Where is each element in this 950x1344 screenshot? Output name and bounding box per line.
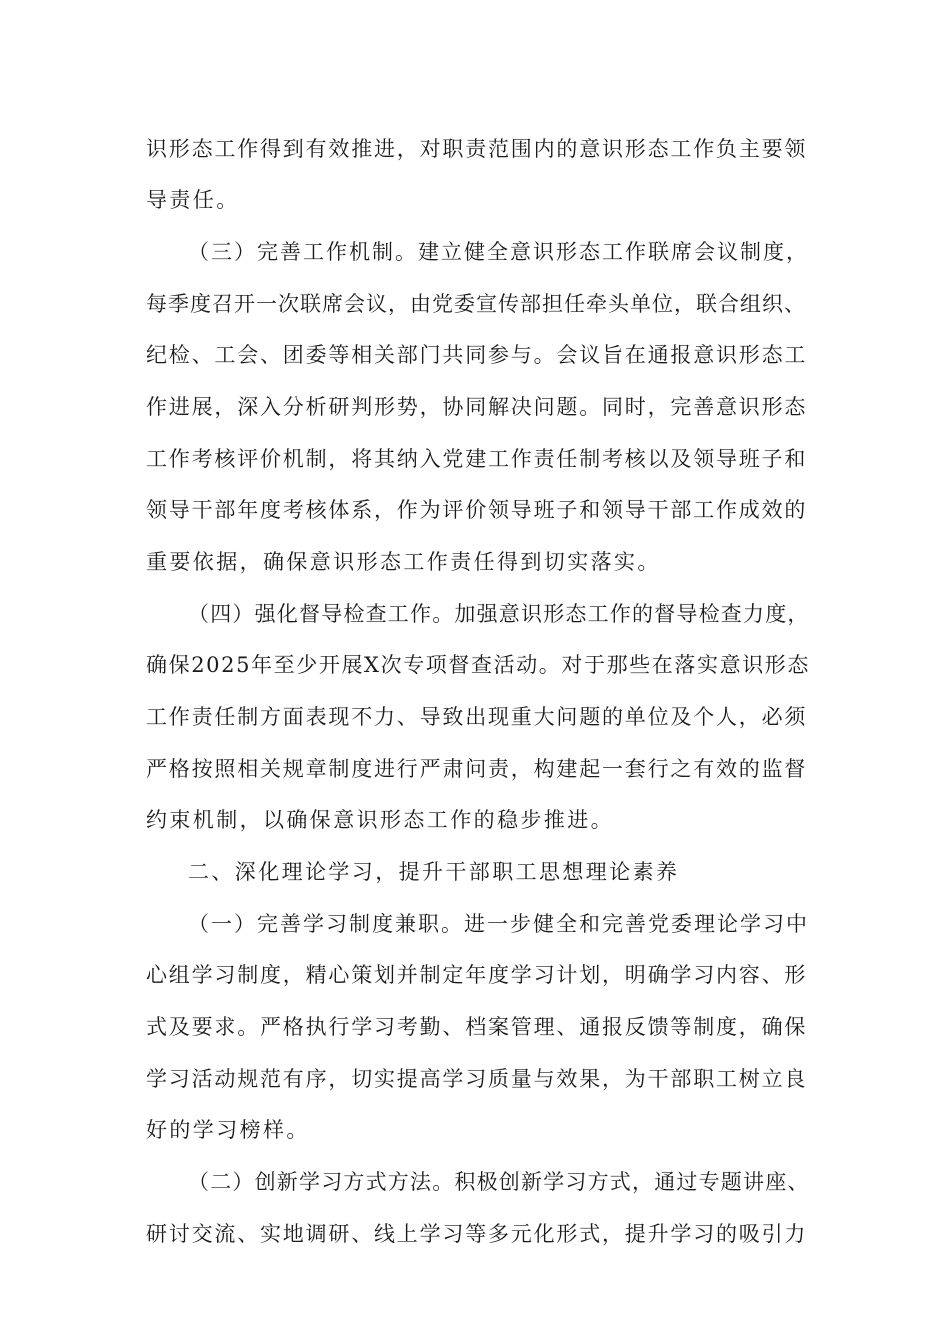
text-line: 重要依据，确保意识形态工作责任得到切实落实。 [146, 550, 661, 574]
paragraph-heading-2: （二）创新学习方式方法。积极创新学习方式，通过专题讲座、 [188, 1170, 810, 1194]
text-line: 心组学习制度，精心策划并制定年度学习计划，明确学习内容、形 [146, 963, 808, 987]
text-line: 严格按照相关规章制度进行严肃问责，构建起一套行之有效的监督 [146, 757, 808, 781]
text-line: 学习活动规范有序，切实提高学习质量与效果，为干部职工树立良 [146, 1067, 808, 1091]
text-line: 工作责任制方面表现不力、导致出现重大问题的单位及个人，必须 [146, 705, 808, 729]
text-line: 式及要求。严格执行学习考勤、档案管理、通报反馈等制度，确保 [146, 1015, 808, 1039]
text-line: 好的学习榜样。 [146, 1118, 310, 1142]
paragraph-heading-4: （四）强化督导检查工作。加强意识形态工作的督导检查力度， [188, 602, 810, 626]
text-line: 工作考核评价机制，将其纳入党建工作责任制考核以及领导班子和 [146, 447, 808, 471]
text-line: 确保2025年至少开展X次专项督查活动。对于那些在落实意识形态 [146, 653, 810, 677]
text-line: 领导干部年度考核体系，作为评价领导班子和领导干部工作成效的 [146, 498, 808, 522]
text-line: 导责任。 [146, 188, 240, 212]
text-line: 研讨交流、实地调研、线上学习等多元化形式，提升学习的吸引力 [146, 1222, 808, 1246]
text-line: 作进展，深入分析研判形势，协同解决问题。同时，完善意识形态 [146, 395, 808, 419]
text-line: 每季度召开一次联席会议，由党委宣传部担任牵头单位，联合组织、 [146, 292, 806, 316]
text-line: 约束机制，以确保意识形态工作的稳步推进。 [146, 808, 614, 832]
section-heading-2: 二、深化理论学习，提升干部职工思想理论素养 [188, 860, 680, 884]
paragraph-heading-1: （一）完善学习制度兼职。进一步健全和完善党委理论学习中 [188, 912, 809, 936]
paragraph-heading-3: （三）完善工作机制。建立健全意识形态工作联席会议制度， [188, 240, 809, 264]
text-line: 识形态工作得到有效推进，对职责范围内的意识形态工作负主要领 [146, 137, 808, 161]
text-line: 纪检、工会、团委等相关部门共同参与。会议旨在通报意识形态工 [146, 343, 808, 367]
